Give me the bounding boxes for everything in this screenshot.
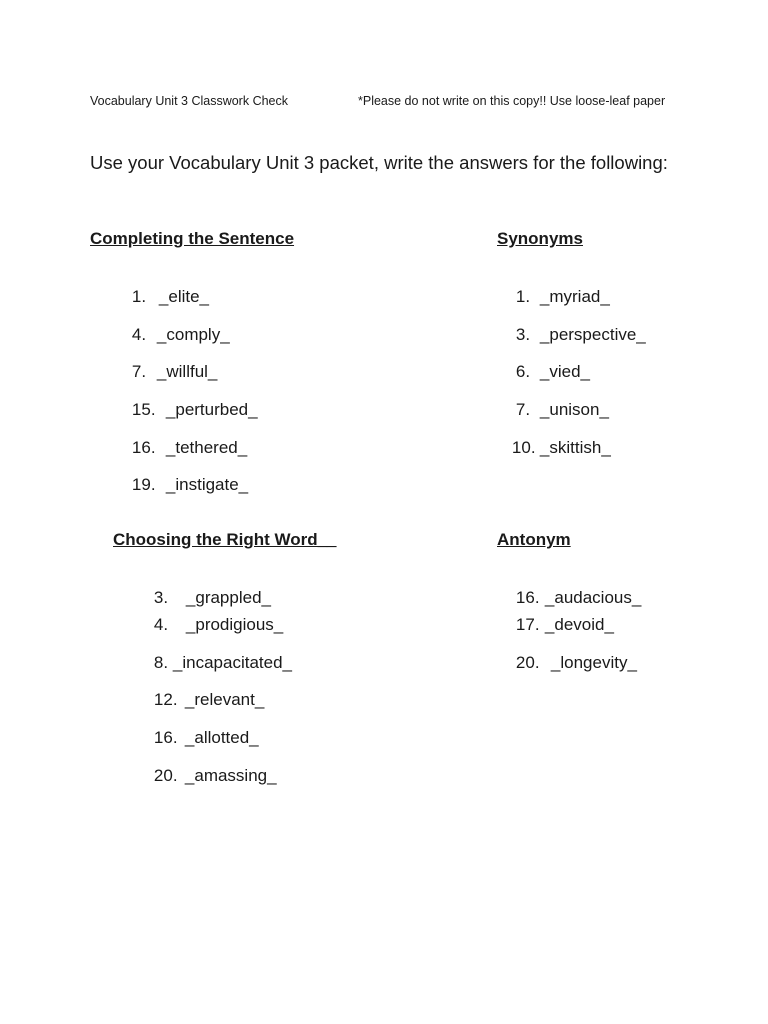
item-answer: _elite_ bbox=[158, 287, 210, 306]
section-title-synonyms: Synonyms bbox=[497, 229, 583, 248]
section-title-antonym: Antonym bbox=[497, 530, 571, 549]
item-number: 1. bbox=[515, 287, 531, 306]
item-number: 16. bbox=[515, 588, 540, 607]
item-number: 17. bbox=[515, 615, 540, 634]
section-title-choosing: Choosing the Right Word__ bbox=[113, 530, 337, 549]
item-answer: _prodigious_ bbox=[185, 615, 284, 634]
item-number: 12. bbox=[153, 690, 178, 709]
item-number: 3. bbox=[153, 588, 169, 607]
item-number: 16. bbox=[131, 438, 156, 457]
item-number: 15. bbox=[131, 400, 156, 419]
item-answer: _unison_ bbox=[539, 400, 609, 419]
item-answer: _perturbed_ bbox=[165, 400, 258, 419]
item-answer: _willful_ bbox=[156, 362, 218, 381]
item-number: 19. bbox=[131, 475, 156, 494]
list-item bbox=[493, 418, 611, 478]
item-answer: _skittish_ bbox=[539, 438, 611, 457]
list-item bbox=[497, 633, 637, 693]
item-number: 1. bbox=[131, 287, 147, 306]
item-answer: _instigate_ bbox=[165, 475, 249, 494]
item-answer: _incapacitated_ bbox=[172, 653, 292, 672]
list-item bbox=[135, 746, 277, 806]
item-number: 7. bbox=[515, 400, 531, 419]
item-answer: _grappled_ bbox=[185, 588, 271, 607]
item-answer: _comply_ bbox=[156, 325, 230, 344]
worksheet-title: Vocabulary Unit 3 Classwork Check bbox=[90, 94, 288, 108]
item-answer: _myriad_ bbox=[539, 287, 610, 306]
item-number: 10. bbox=[511, 438, 536, 457]
instructions-text: Use your Vocabulary Unit 3 packet, write the answers for the following: bbox=[90, 152, 668, 173]
item-number: 4. bbox=[153, 615, 169, 634]
copy-notice: *Please do not write on this copy!! Use loose-leaf paper bbox=[358, 94, 666, 108]
item-answer: _vied_ bbox=[539, 362, 591, 381]
list-item bbox=[113, 455, 248, 515]
item-number: 4. bbox=[131, 325, 147, 344]
item-number: 20. bbox=[153, 766, 178, 785]
item-answer: _allotted_ bbox=[184, 728, 259, 747]
item-answer: _amassing_ bbox=[184, 766, 277, 785]
item-number: 20. bbox=[515, 653, 540, 672]
item-answer: _audacious_ bbox=[544, 588, 642, 607]
item-answer: _tethered_ bbox=[165, 438, 248, 457]
item-number: 8. bbox=[153, 653, 169, 672]
item-number: 3. bbox=[515, 325, 531, 344]
item-number: 7. bbox=[131, 362, 147, 381]
item-number: 6. bbox=[515, 362, 531, 381]
item-answer: _perspective_ bbox=[539, 325, 646, 344]
item-number: 16. bbox=[153, 728, 178, 747]
section-title-completing: Completing the Sentence bbox=[90, 229, 295, 248]
item-answer: _devoid_ bbox=[544, 615, 614, 634]
item-answer: _relevant_ bbox=[184, 690, 265, 709]
item-answer: _longevity_ bbox=[550, 653, 637, 672]
